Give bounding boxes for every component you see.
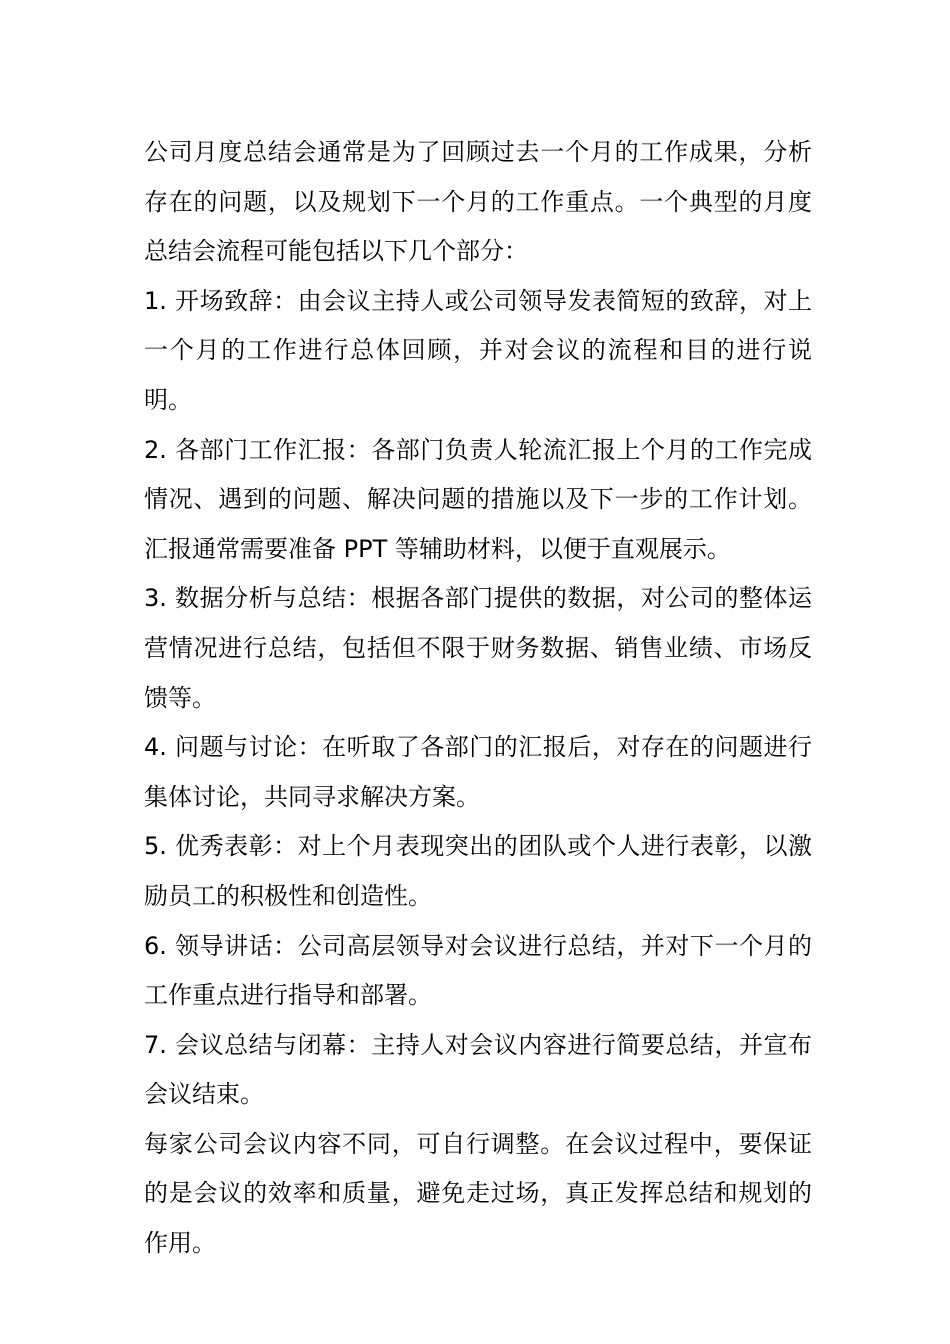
list-item-discussion: 4. 问题与讨论：在听取了各部门的汇报后，对存在的问题进行集体讨论，共同寻求解决方案。 bbox=[144, 733, 812, 811]
closing-paragraph: 每家公司会议内容不同，可自行调整。在会议过程中，要保证的是会议的效率和质量，避免走过场，真正发挥总结和规划的作用。 bbox=[144, 1129, 812, 1258]
list-item-opening-speech: 1. 开场致辞：由会议主持人或公司领导发表简短的致辞，对上一个月的工作进行总体回顾，并对会议的流程和目的进行说明。 bbox=[144, 286, 812, 414]
list-item-closing: 7. 会议总结与闭幕：主持人对会议内容进行简要总结，并宣布会议结束。 bbox=[144, 1030, 812, 1109]
list-item-department-reports: 2. 各部门工作汇报：各部门负责人轮流汇报上个月的工作完成情况、遇到的问题、解决问题的措施以及下一步的工作计划。汇报通常需要准备 PPT 等辅助材料，以便于直观展示。 bbox=[144, 435, 812, 563]
intro-paragraph: 公司月度总结会通常是为了回顾过去一个月的工作成果，分析存在的问题，以及规划下一个月的工作重点。一个典型的月度总结会流程可能包括以下几个部分： bbox=[144, 138, 812, 266]
document-body bbox=[144, 128, 812, 1269]
list-item-data-analysis: 3. 数据分析与总结：根据各部门提供的数据，对公司的整体运营情况进行总结，包括但不限于财务数据、销售业绩、市场反馈等。 bbox=[144, 584, 812, 712]
list-item-commendation: 5. 优秀表彰：对上个月表现突出的团队或个人进行表彰，以激励员工的积极性和创造性。 bbox=[144, 832, 812, 910]
list-item-leader-speech: 6. 领导讲话：公司高层领导对会议进行总结，并对下一个月的工作重点进行指导和部署。 bbox=[144, 931, 812, 1010]
